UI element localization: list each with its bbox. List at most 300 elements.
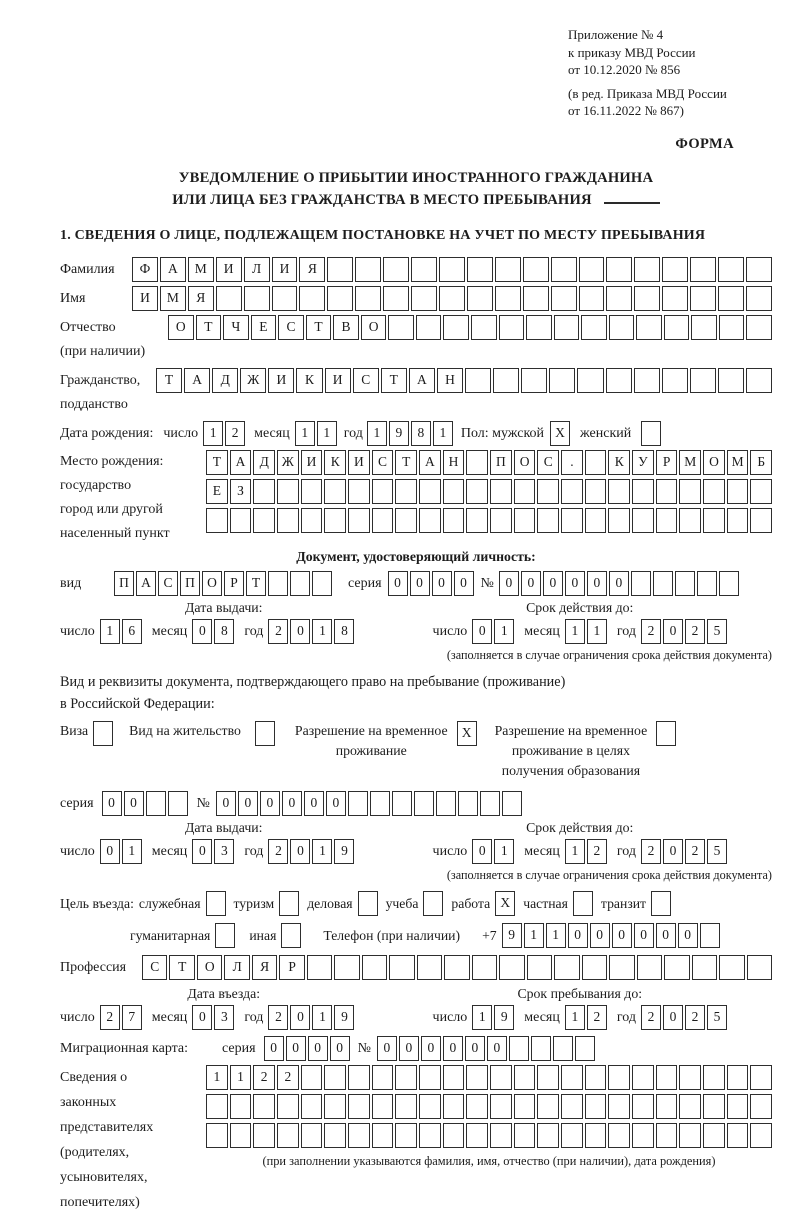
- char-box[interactable]: К: [296, 368, 322, 393]
- char-box[interactable]: 0: [432, 571, 452, 596]
- patronymic-boxes[interactable]: [168, 315, 772, 340]
- char-box[interactable]: 0: [290, 839, 310, 864]
- char-box[interactable]: 7: [122, 1005, 142, 1030]
- char-box[interactable]: [471, 315, 497, 340]
- char-box[interactable]: М: [160, 286, 186, 311]
- char-box[interactable]: [255, 721, 275, 746]
- char-box[interactable]: [443, 479, 465, 504]
- purpose-transit-checkbox[interactable]: [651, 891, 671, 916]
- identity-issue-day-boxes[interactable]: [100, 619, 142, 644]
- char-box[interactable]: 3: [214, 839, 234, 864]
- char-box[interactable]: Р: [656, 450, 678, 475]
- char-box[interactable]: 0: [410, 571, 430, 596]
- char-box[interactable]: И: [132, 286, 158, 311]
- residence-series-boxes[interactable]: [102, 791, 188, 816]
- char-box[interactable]: [301, 1123, 323, 1148]
- char-box[interactable]: [703, 1065, 725, 1090]
- char-box[interactable]: [561, 479, 583, 504]
- char-box[interactable]: [679, 1094, 701, 1119]
- char-box[interactable]: 1: [565, 839, 585, 864]
- char-box[interactable]: [656, 479, 678, 504]
- char-box[interactable]: [502, 791, 522, 816]
- char-box[interactable]: [514, 1065, 536, 1090]
- char-box[interactable]: Ж: [240, 368, 266, 393]
- char-box[interactable]: 0: [472, 619, 492, 644]
- char-box[interactable]: [301, 1065, 323, 1090]
- char-box[interactable]: [436, 791, 456, 816]
- char-box[interactable]: З: [230, 479, 252, 504]
- char-box[interactable]: [585, 508, 607, 533]
- doc-series-boxes[interactable]: [388, 571, 474, 596]
- char-box[interactable]: [634, 286, 660, 311]
- char-box[interactable]: М: [679, 450, 701, 475]
- char-box[interactable]: А: [136, 571, 156, 596]
- char-box[interactable]: 0: [304, 791, 324, 816]
- char-box[interactable]: [253, 1094, 275, 1119]
- char-box[interactable]: О: [197, 955, 222, 980]
- char-box[interactable]: Т: [395, 450, 417, 475]
- char-box[interactable]: [466, 450, 488, 475]
- char-box[interactable]: 1: [565, 1005, 585, 1030]
- char-box[interactable]: [609, 955, 634, 980]
- char-box[interactable]: [334, 955, 359, 980]
- char-box[interactable]: X: [457, 721, 477, 746]
- char-box[interactable]: [718, 257, 744, 282]
- char-box[interactable]: [490, 1094, 512, 1119]
- char-box[interactable]: 9: [334, 839, 354, 864]
- char-box[interactable]: [634, 368, 660, 393]
- birthplace-row2-boxes[interactable]: [206, 479, 772, 504]
- char-box[interactable]: 0: [568, 923, 588, 948]
- char-box[interactable]: О: [703, 450, 725, 475]
- char-box[interactable]: Л: [224, 955, 249, 980]
- char-box[interactable]: Я: [252, 955, 277, 980]
- char-box[interactable]: [444, 955, 469, 980]
- char-box[interactable]: 0: [308, 1036, 328, 1061]
- char-box[interactable]: С: [158, 571, 178, 596]
- char-box[interactable]: [419, 479, 441, 504]
- char-box[interactable]: [216, 286, 242, 311]
- char-box[interactable]: [348, 508, 370, 533]
- char-box[interactable]: X: [495, 891, 515, 916]
- char-box[interactable]: [641, 421, 661, 446]
- char-box[interactable]: [551, 257, 577, 282]
- char-box[interactable]: 0: [192, 619, 212, 644]
- char-box[interactable]: [632, 1123, 654, 1148]
- residence-number-boxes[interactable]: [216, 791, 522, 816]
- char-box[interactable]: [631, 571, 651, 596]
- char-box[interactable]: [664, 955, 689, 980]
- char-box[interactable]: 0: [465, 1036, 485, 1061]
- purpose-work-checkbox[interactable]: [495, 891, 515, 916]
- char-box[interactable]: [419, 1123, 441, 1148]
- char-box[interactable]: 1: [100, 619, 120, 644]
- char-box[interactable]: 0: [487, 1036, 507, 1061]
- char-box[interactable]: [355, 286, 381, 311]
- char-box[interactable]: [358, 891, 378, 916]
- char-box[interactable]: 0: [290, 619, 310, 644]
- char-box[interactable]: [279, 891, 299, 916]
- char-box[interactable]: [253, 1123, 275, 1148]
- char-box[interactable]: [514, 1094, 536, 1119]
- char-box[interactable]: [656, 508, 678, 533]
- char-box[interactable]: 0: [472, 839, 492, 864]
- char-box[interactable]: О: [168, 315, 194, 340]
- char-box[interactable]: 2: [685, 1005, 705, 1030]
- char-box[interactable]: [290, 571, 310, 596]
- char-box[interactable]: 9: [502, 923, 522, 948]
- char-box[interactable]: [679, 479, 701, 504]
- migration-series-boxes[interactable]: [264, 1036, 350, 1061]
- residence-permit-checkbox[interactable]: [255, 721, 275, 746]
- char-box[interactable]: [372, 1123, 394, 1148]
- char-box[interactable]: [230, 508, 252, 533]
- char-box[interactable]: [466, 508, 488, 533]
- char-box[interactable]: [443, 1065, 465, 1090]
- char-box[interactable]: М: [188, 257, 214, 282]
- char-box[interactable]: Т: [156, 368, 182, 393]
- char-box[interactable]: 0: [286, 1036, 306, 1061]
- char-box[interactable]: 1: [494, 839, 514, 864]
- char-box[interactable]: [651, 891, 671, 916]
- char-box[interactable]: [577, 368, 603, 393]
- char-box[interactable]: [632, 508, 654, 533]
- char-box[interactable]: [537, 479, 559, 504]
- char-box[interactable]: 0: [663, 619, 683, 644]
- char-box[interactable]: 0: [399, 1036, 419, 1061]
- char-box[interactable]: [679, 1123, 701, 1148]
- char-box[interactable]: [230, 1094, 252, 1119]
- char-box[interactable]: 0: [612, 923, 632, 948]
- char-box[interactable]: [537, 1094, 559, 1119]
- char-box[interactable]: [664, 315, 690, 340]
- char-box[interactable]: [579, 257, 605, 282]
- char-box[interactable]: Т: [196, 315, 222, 340]
- char-box[interactable]: [514, 479, 536, 504]
- char-box[interactable]: [268, 571, 288, 596]
- char-box[interactable]: 0: [663, 1005, 683, 1030]
- char-box[interactable]: [480, 791, 500, 816]
- char-box[interactable]: [495, 286, 521, 311]
- char-box[interactable]: 0: [330, 1036, 350, 1061]
- char-box[interactable]: [277, 479, 299, 504]
- char-box[interactable]: 2: [641, 1005, 661, 1030]
- identity-issue-month-boxes[interactable]: [192, 619, 234, 644]
- char-box[interactable]: [327, 257, 353, 282]
- sex-female-checkbox[interactable]: [641, 421, 661, 446]
- char-box[interactable]: 1: [312, 619, 332, 644]
- char-box[interactable]: 0: [454, 571, 474, 596]
- char-box[interactable]: 2: [253, 1065, 275, 1090]
- char-box[interactable]: 0: [521, 571, 541, 596]
- char-box[interactable]: [411, 286, 437, 311]
- char-box[interactable]: П: [114, 571, 134, 596]
- char-box[interactable]: [244, 286, 270, 311]
- char-box[interactable]: И: [268, 368, 294, 393]
- char-box[interactable]: [490, 1123, 512, 1148]
- char-box[interactable]: И: [325, 368, 351, 393]
- char-box[interactable]: [554, 315, 580, 340]
- char-box[interactable]: [493, 368, 519, 393]
- char-box[interactable]: 1: [203, 421, 223, 446]
- char-box[interactable]: [389, 955, 414, 980]
- char-box[interactable]: Б: [750, 450, 772, 475]
- identity-issue-year-boxes[interactable]: [268, 619, 354, 644]
- char-box[interactable]: 0: [290, 1005, 310, 1030]
- identity-valid-day-boxes[interactable]: [472, 619, 514, 644]
- char-box[interactable]: [703, 1123, 725, 1148]
- char-box[interactable]: 2: [268, 1005, 288, 1030]
- char-box[interactable]: [632, 479, 654, 504]
- char-box[interactable]: [472, 955, 497, 980]
- char-box[interactable]: И: [272, 257, 298, 282]
- char-box[interactable]: 0: [587, 571, 607, 596]
- char-box[interactable]: [324, 1094, 346, 1119]
- char-box[interactable]: [719, 315, 745, 340]
- migration-number-boxes[interactable]: [377, 1036, 595, 1061]
- char-box[interactable]: 0: [260, 791, 280, 816]
- char-box[interactable]: [490, 479, 512, 504]
- char-box[interactable]: [372, 479, 394, 504]
- char-box[interactable]: [419, 508, 441, 533]
- char-box[interactable]: [608, 1065, 630, 1090]
- char-box[interactable]: [662, 286, 688, 311]
- char-box[interactable]: 1: [312, 839, 332, 864]
- char-box[interactable]: [307, 955, 332, 980]
- char-box[interactable]: [575, 1036, 595, 1061]
- char-box[interactable]: 0: [377, 1036, 397, 1061]
- char-box[interactable]: У: [632, 450, 654, 475]
- purpose-study-checkbox[interactable]: [423, 891, 443, 916]
- char-box[interactable]: [417, 955, 442, 980]
- char-box[interactable]: [499, 315, 525, 340]
- char-box[interactable]: [746, 286, 772, 311]
- char-box[interactable]: [523, 257, 549, 282]
- char-box[interactable]: 1: [565, 619, 585, 644]
- char-box[interactable]: [230, 1123, 252, 1148]
- char-box[interactable]: [662, 257, 688, 282]
- char-box[interactable]: 6: [122, 619, 142, 644]
- char-box[interactable]: 1: [312, 1005, 332, 1030]
- char-box[interactable]: 9: [494, 1005, 514, 1030]
- char-box[interactable]: [514, 1123, 536, 1148]
- char-box[interactable]: .: [561, 450, 583, 475]
- char-box[interactable]: Я: [188, 286, 214, 311]
- char-box[interactable]: 5: [707, 1005, 727, 1030]
- residence-valid-year-boxes[interactable]: [641, 839, 727, 864]
- char-box[interactable]: [700, 923, 720, 948]
- representatives-row3-boxes[interactable]: [206, 1123, 772, 1148]
- char-box[interactable]: [747, 955, 772, 980]
- char-box[interactable]: 0: [282, 791, 302, 816]
- char-box[interactable]: В: [333, 315, 359, 340]
- char-box[interactable]: [585, 1094, 607, 1119]
- char-box[interactable]: [395, 1065, 417, 1090]
- char-box[interactable]: [585, 1123, 607, 1148]
- surname-boxes[interactable]: [132, 257, 772, 282]
- char-box[interactable]: 0: [609, 571, 629, 596]
- char-box[interactable]: 0: [590, 923, 610, 948]
- char-box[interactable]: Т: [381, 368, 407, 393]
- char-box[interactable]: [514, 508, 536, 533]
- identity-valid-year-boxes[interactable]: [641, 619, 727, 644]
- char-box[interactable]: [466, 479, 488, 504]
- char-box[interactable]: [495, 257, 521, 282]
- stay-until-day-boxes[interactable]: [472, 1005, 514, 1030]
- char-box[interactable]: X: [550, 421, 570, 446]
- char-box[interactable]: П: [490, 450, 512, 475]
- char-box[interactable]: [632, 1094, 654, 1119]
- char-box[interactable]: 0: [264, 1036, 284, 1061]
- char-box[interactable]: 2: [268, 619, 288, 644]
- edu-residence-checkbox[interactable]: [656, 721, 676, 746]
- char-box[interactable]: [750, 1094, 772, 1119]
- char-box[interactable]: [423, 891, 443, 916]
- char-box[interactable]: К: [608, 450, 630, 475]
- char-box[interactable]: [585, 1065, 607, 1090]
- char-box[interactable]: [277, 508, 299, 533]
- char-box[interactable]: [348, 1094, 370, 1119]
- char-box[interactable]: [93, 721, 113, 746]
- char-box[interactable]: Л: [244, 257, 270, 282]
- char-box[interactable]: [168, 791, 188, 816]
- char-box[interactable]: 2: [587, 839, 607, 864]
- char-box[interactable]: [388, 315, 414, 340]
- char-box[interactable]: [527, 955, 552, 980]
- char-box[interactable]: [443, 508, 465, 533]
- char-box[interactable]: [561, 508, 583, 533]
- char-box[interactable]: [301, 479, 323, 504]
- char-box[interactable]: [582, 955, 607, 980]
- char-box[interactable]: [490, 1065, 512, 1090]
- char-box[interactable]: [554, 955, 579, 980]
- entry-year-boxes[interactable]: [268, 1005, 354, 1030]
- char-box[interactable]: [348, 1123, 370, 1148]
- purpose-official-checkbox[interactable]: [206, 891, 226, 916]
- stay-until-month-boxes[interactable]: [565, 1005, 607, 1030]
- char-box[interactable]: 9: [389, 421, 409, 446]
- char-box[interactable]: [690, 286, 716, 311]
- char-box[interactable]: 3: [214, 1005, 234, 1030]
- char-box[interactable]: [703, 508, 725, 533]
- char-box[interactable]: 0: [634, 923, 654, 948]
- char-box[interactable]: [675, 571, 695, 596]
- entry-day-boxes[interactable]: [100, 1005, 142, 1030]
- char-box[interactable]: [636, 315, 662, 340]
- char-box[interactable]: 0: [499, 571, 519, 596]
- birth-day-boxes[interactable]: [203, 421, 245, 446]
- char-box[interactable]: [272, 286, 298, 311]
- char-box[interactable]: Д: [212, 368, 238, 393]
- birth-month-boxes[interactable]: [295, 421, 337, 446]
- char-box[interactable]: [608, 479, 630, 504]
- char-box[interactable]: [523, 286, 549, 311]
- char-box[interactable]: [206, 508, 228, 533]
- char-box[interactable]: [277, 1123, 299, 1148]
- char-box[interactable]: [253, 508, 275, 533]
- char-box[interactable]: С: [537, 450, 559, 475]
- char-box[interactable]: Д: [253, 450, 275, 475]
- char-box[interactable]: М: [727, 450, 749, 475]
- char-box[interactable]: [348, 479, 370, 504]
- representatives-row2-boxes[interactable]: [206, 1094, 772, 1119]
- char-box[interactable]: [703, 1094, 725, 1119]
- char-box[interactable]: [537, 508, 559, 533]
- char-box[interactable]: [585, 479, 607, 504]
- char-box[interactable]: [301, 1094, 323, 1119]
- char-box[interactable]: [327, 286, 353, 311]
- char-box[interactable]: 1: [206, 1065, 228, 1090]
- char-box[interactable]: 2: [277, 1065, 299, 1090]
- char-box[interactable]: [467, 286, 493, 311]
- char-box[interactable]: [466, 1065, 488, 1090]
- char-box[interactable]: 1: [295, 421, 315, 446]
- birth-year-boxes[interactable]: [367, 421, 453, 446]
- char-box[interactable]: [656, 1123, 678, 1148]
- char-box[interactable]: [606, 257, 632, 282]
- char-box[interactable]: 0: [124, 791, 144, 816]
- char-box[interactable]: 2: [100, 1005, 120, 1030]
- char-box[interactable]: [416, 315, 442, 340]
- char-box[interactable]: [392, 791, 412, 816]
- char-box[interactable]: П: [180, 571, 200, 596]
- char-box[interactable]: 0: [678, 923, 698, 948]
- char-box[interactable]: Ч: [223, 315, 249, 340]
- char-box[interactable]: [609, 315, 635, 340]
- char-box[interactable]: А: [230, 450, 252, 475]
- char-box[interactable]: [383, 286, 409, 311]
- char-box[interactable]: [746, 315, 772, 340]
- residence-issue-month-boxes[interactable]: [192, 839, 234, 864]
- char-box[interactable]: Т: [169, 955, 194, 980]
- char-box[interactable]: О: [202, 571, 222, 596]
- purpose-other-checkbox[interactable]: [281, 923, 301, 948]
- char-box[interactable]: [551, 286, 577, 311]
- char-box[interactable]: 1: [587, 619, 607, 644]
- doc-number-boxes[interactable]: [499, 571, 739, 596]
- char-box[interactable]: К: [324, 450, 346, 475]
- char-box[interactable]: Р: [224, 571, 244, 596]
- char-box[interactable]: Ж: [277, 450, 299, 475]
- char-box[interactable]: [632, 1065, 654, 1090]
- char-box[interactable]: [656, 721, 676, 746]
- char-box[interactable]: [634, 257, 660, 282]
- purpose-private-checkbox[interactable]: [573, 891, 593, 916]
- identity-valid-month-boxes[interactable]: [565, 619, 607, 644]
- char-box[interactable]: 0: [388, 571, 408, 596]
- char-box[interactable]: 2: [225, 421, 245, 446]
- char-box[interactable]: [281, 923, 301, 948]
- char-box[interactable]: [727, 1094, 749, 1119]
- char-box[interactable]: [466, 1123, 488, 1148]
- char-box[interactable]: [679, 508, 701, 533]
- char-box[interactable]: [466, 1094, 488, 1119]
- char-box[interactable]: [372, 508, 394, 533]
- stay-until-year-boxes[interactable]: [641, 1005, 727, 1030]
- char-box[interactable]: [653, 571, 673, 596]
- char-box[interactable]: [458, 791, 478, 816]
- char-box[interactable]: 5: [707, 839, 727, 864]
- char-box[interactable]: Е: [206, 479, 228, 504]
- char-box[interactable]: 0: [565, 571, 585, 596]
- char-box[interactable]: [395, 1123, 417, 1148]
- char-box[interactable]: 5: [707, 619, 727, 644]
- firstname-boxes[interactable]: [132, 286, 772, 311]
- char-box[interactable]: О: [514, 450, 536, 475]
- char-box[interactable]: [703, 479, 725, 504]
- representatives-row1-boxes[interactable]: [206, 1065, 772, 1090]
- char-box[interactable]: Т: [246, 571, 266, 596]
